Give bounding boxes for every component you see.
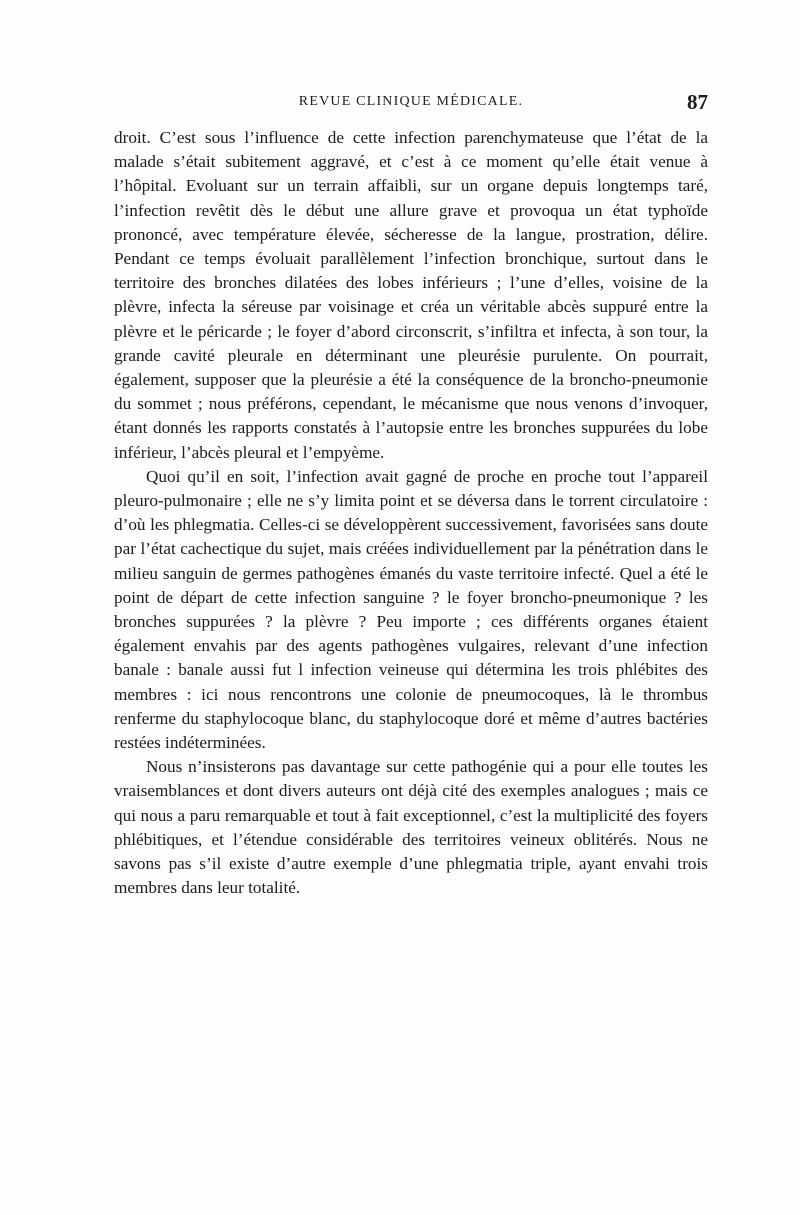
- page-number: 87: [687, 90, 708, 114]
- running-head: [114, 90, 708, 120]
- paragraph-infection-spread: Quoi qu’il en soit, l’infection avait gagné de proche en proche tout l’appareil pleuro-pulmonaire ; elle ne s’y limita point et se déversa dans le torrent circulatoire : d’où les phlegmatia. Celles-ci se développèrent successivement, favorisées sans doute par l’état cachectique du sujet, mais créées individuellement par la pénétration dans le milieu sanguin de germes pathogènes émanés du vaste territoire infecté. Quel a été le point de départ de cette infection sanguine ? le foyer broncho-pneumonique ? les bronches suppurées ? la plèvre ? Peu importe ; ces différents organes étaient également envahis par des agents pathogènes vulgaires, relevant d’une infection banale : banale aussi fut l infection veineuse qui détermina les trois phlébites des membres : ici nous rencontrons une colonie de pneumocoques, là le thrombus renferme du staphylocoque blanc, du staphylocoque doré et même d’autres bactéries restées indéterminées.: [114, 466, 708, 753]
- paragraph-continuation: droit. C’est sous l’influence de cette infection parenchymateuse que l’état de la malade s’était subitement aggravé, et c’est à ce moment qu’elle était venue à l’hôpital. Evoluant sur un terrain affaibli, sur un organe depuis longtemps taré, l’infection revêtit dès le début une allure grave et provoqua un état typhoïde prononcé, avec température élevée, sécheresse de la langue, prostration, délire. Pendant ce temps évoluait parallèlement l’infection bronchique, surtout dans le territoire des bronches dilatées des lobes inférieurs ; l’une d’elles, voisine de la plèvre, infecta la séreuse par voisinage et créa un véritable abcès suppuré entre la plèvre et le péricarde ; le foyer d’abord circonscrit, s’infiltra et infecta, à son tour, la grande cavité pleurale en déterminant une pleurésie purulente. On pourrait, également, supposer que la pleurésie a été la conséquence de la broncho-pneumonie du sommet ; nous préférons, cependant, le mécanisme que nous venons d’invoquer, étant donnés les rapports constatés à l’autopsie entre les bronches suppurées du lobe inférieur, l’abcès pleural et l’empyème.: [114, 128, 708, 462]
- body-text: [114, 126, 708, 901]
- paragraph-conclusion: Nous n’insisterons pas davantage sur cette pathogénie qui a pour elle toutes les vraisemblances et dont divers auteurs ont déjà cité des exemples analogues ; mais ce qui nous a paru remarquable et tout à fait exceptionnel, c’est la multiplicité des foyers phlébitiques, et l’étendue considérable des territoires veineux oblitérés. Nous ne savons pas s’il existe d’autre exemple d’une phlegmatia triple, ayant envahi trois membres dans leur totalité.: [114, 757, 708, 898]
- running-head-title: REVUE CLINIQUE MÉDICALE.: [298, 94, 524, 109]
